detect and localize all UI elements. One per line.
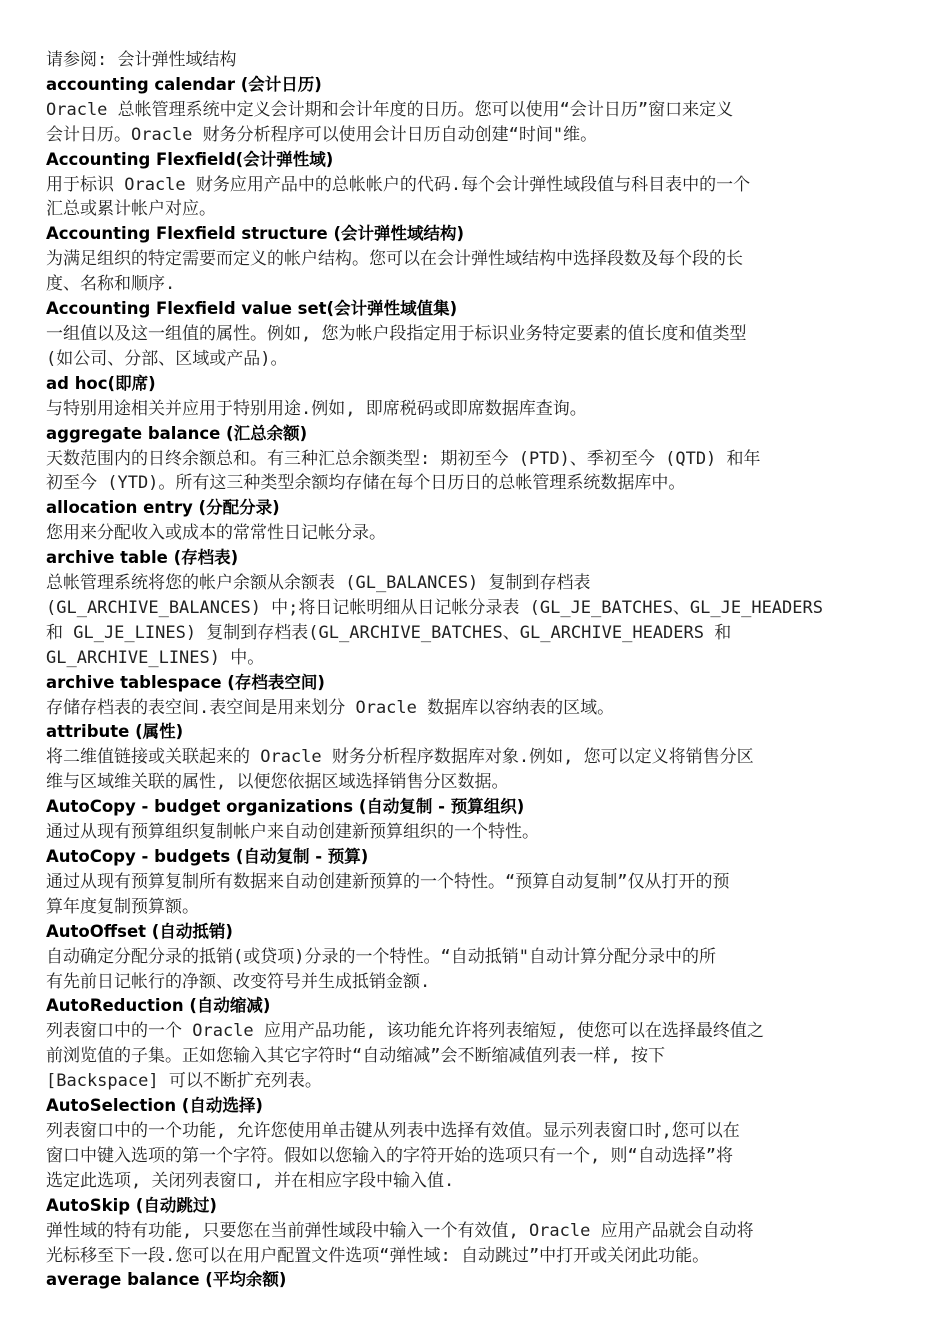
glossary-definition-line: 列表窗口中的一个 Oracle 应用产品功能, 该功能允许将列表缩短, 使您可以在选择最终值之	[46, 1021, 764, 1042]
glossary-definition-line: 与特别用途相关并应用于特别用途.例如, 即席税码或即席数据库查询。	[46, 398, 587, 419]
glossary-term: AutoSkip (自动跳过)	[46, 1195, 217, 1215]
glossary-term: AutoReduction (自动缩减)	[46, 996, 271, 1016]
glossary-term: ad hoc(即席)	[46, 373, 156, 393]
glossary-definition-line: GL_ARCHIVE_LINES) 中。	[46, 647, 265, 668]
glossary-term: archive table (存档表)	[46, 548, 239, 568]
glossary-term: AutoSelection (自动选择)	[46, 1096, 263, 1116]
glossary-definition-line: 初至今 (YTD)。所有这三种类型余额均存储在每个日历日的总帐管理系统数据库中。	[46, 473, 686, 494]
glossary-definition-line: 维与区域维关联的属性, 以便您依据区域选择销售分区数据。	[46, 772, 509, 793]
glossary-definition-line: 通过从现有预算复制所有数据来自动创建新预算的一个特性。“预算自动复制”仅从打开的预	[46, 871, 730, 892]
glossary-definition-line: 窗口中键入选项的第一个字符。假如以您输入的字符开始的选项只有一个, 则“自动选择”将	[46, 1145, 733, 1166]
glossary-term: attribute (属性)	[46, 722, 184, 742]
glossary-term: AutoOffset (自动抵销)	[46, 921, 233, 941]
glossary-definition-line: 为满足组织的特定需要而定义的帐户结构。您可以在会计弹性域结构中选择段数及每个段的长	[46, 249, 743, 270]
document-body	[46, 48, 906, 1293]
glossary-term: aggregate balance (汇总余额)	[46, 423, 308, 443]
glossary-definition-line: 一组值以及这一组值的属性。例如, 您为帐户段指定用于标识业务特定要素的值长度和值类型	[46, 323, 747, 344]
glossary-definition-line: 将二维值链接或关联起来的 Oracle 财务分析程序数据库对象.例如, 您可以定义将销售分区	[46, 747, 754, 768]
glossary-definition-line: 自动确定分配分录的抵销(或贷项)分录的一个特性。“自动抵销"自动计算分配分录中的所	[46, 946, 716, 967]
glossary-term: allocation entry (分配分录)	[46, 498, 280, 518]
glossary-definition-line: 度、名称和顺序.	[46, 274, 176, 295]
glossary-term: Accounting Flexfield(会计弹性域)	[46, 149, 334, 169]
glossary-definition-line: 算年度复制预算额。	[46, 896, 199, 917]
glossary-definition-line: 光标移至下一段.您可以在用户配置文件选项“弹性域: 自动跳过”中打开或关闭此功能。	[46, 1245, 710, 1266]
intro-see-also: 请参阅: 会计弹性域结构	[46, 50, 237, 70]
glossary-term: accounting calendar (会计日历)	[46, 74, 322, 94]
glossary-term: Accounting Flexfield value set(会计弹性域值集)	[46, 299, 458, 319]
glossary-definition-line: 用于标识 Oracle 财务应用产品中的总帐帐户的代码.每个会计弹性域段值与科目表中的一个	[46, 174, 751, 195]
glossary-term: average balance (平均余额)	[46, 1270, 287, 1290]
glossary-term: AutoCopy - budgets (自动复制 - 预算)	[46, 847, 369, 866]
glossary-definition-line: [Backspace] 可以不断扩充列表。	[46, 1071, 322, 1092]
glossary-definition-line: 总帐管理系统将您的帐户余额从余额表 (GL_BALANCES) 复制到存档表	[46, 573, 591, 594]
glossary-definition-line: 前浏览值的子集。正如您输入其它字符时“自动缩减”会不断缩减值列表一样, 按下	[46, 1046, 665, 1067]
glossary-definition-line: (GL_ARCHIVE_BALANCES) 中;将日记帐明细从日记帐分录表 (GL_JE_BATCHES、GL_JE_HEADERS	[46, 597, 823, 618]
glossary-term: archive tablespace (存档表空间)	[46, 672, 325, 692]
glossary-term: AutoCopy - budget organizations (自动复制 - 预算组织)	[46, 797, 525, 817]
glossary-definition-line: 会计日历。Oracle 财务分析程序可以使用会计日历自动创建“时间"维。	[46, 124, 598, 145]
glossary-definition-line: 通过从现有预算组织复制帐户来自动创建新预算组织的一个特性。	[46, 822, 539, 843]
glossary-definition-line: Oracle 总帐管理系统中定义会计期和会计年度的日历。您可以使用“会计日历”窗口来定义	[46, 99, 734, 120]
glossary-definition-line: (如公司、分部、区域或产品)。	[46, 348, 288, 369]
glossary-definition-line: 选定此选项, 关闭列表窗口, 并在相应字段中输入值.	[46, 1170, 455, 1191]
glossary-definition-line: 和 GL_JE_LINES) 复制到存档表(GL_ARCHIVE_BATCHES、GL_ARCHIVE_HEADERS 和	[46, 622, 732, 643]
glossary-definition-line: 您用来分配收入或成本的常常性日记帐分录。	[46, 523, 386, 544]
glossary-definition-line: 弹性域的特有功能, 只要您在当前弹性域段中输入一个有效值, Oracle 应用产品就会自动将	[46, 1220, 754, 1241]
glossary-definition-line: 汇总或累计帐户对应。	[46, 199, 216, 220]
glossary-definition-line: 有先前日记帐行的净额、改变符号并生成抵销金额.	[46, 971, 431, 992]
glossary-term: Accounting Flexfield structure (会计弹性域结构)	[46, 224, 465, 244]
glossary-definition-line: 列表窗口中的一个功能, 允许您使用单击键从列表中选择有效值。显示列表窗口时,您可以在	[46, 1120, 740, 1141]
glossary-definition-line: 天数范围内的日终余额总和。有三种汇总余额类型: 期初至今 (PTD)、季初至今 (QTD) 和年	[46, 448, 761, 469]
glossary-definition-line: 存储存档表的表空间.表空间是用来划分 Oracle 数据库以容纳表的区域。	[46, 697, 615, 718]
